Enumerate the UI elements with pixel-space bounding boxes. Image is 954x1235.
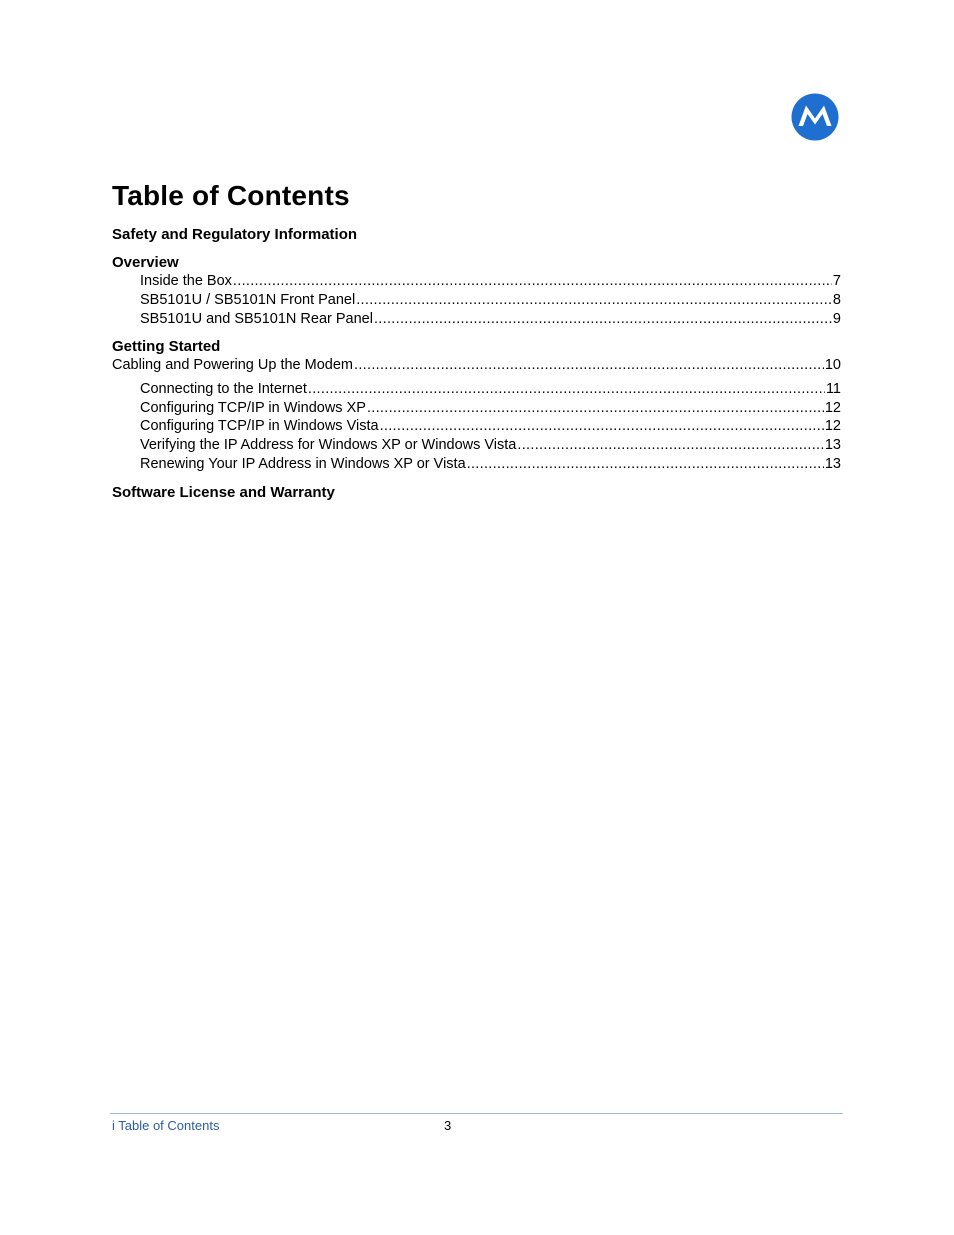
toc-entry[interactable]: [140, 455, 841, 474]
dot-leader: [467, 455, 824, 474]
toc-entry-page: 8: [832, 292, 841, 308]
toc-entry-page: 13: [824, 456, 841, 472]
toc-entry-label: Verifying the IP Address for Windows XP or Windows Vista: [140, 437, 517, 453]
dot-leader: [367, 399, 824, 418]
toc-entry[interactable]: [140, 380, 841, 399]
dot-leader: [517, 436, 823, 455]
toc-entry-label: SB5101U and SB5101N Rear Panel: [140, 311, 373, 327]
dot-leader: [374, 310, 832, 329]
toc-entry-label: Renewing Your IP Address in Windows XP or Vista: [140, 456, 466, 472]
page-number: 3: [444, 1118, 452, 1133]
toc-entry-page: 12: [824, 418, 841, 434]
toc-entry[interactable]: [140, 272, 841, 291]
toc-section-heading[interactable]: Software License and Warranty: [112, 484, 335, 501]
toc-entry[interactable]: [140, 417, 841, 436]
toc-entry-page: 9: [832, 311, 841, 327]
page-title: Table of Contents: [112, 180, 350, 211]
dot-leader: [380, 417, 824, 436]
toc-entry-page: 13: [824, 437, 841, 453]
toc-section-heading[interactable]: Overview: [112, 254, 179, 271]
dot-leader: [308, 380, 825, 399]
toc-entry-label: Connecting to the Internet: [140, 381, 307, 397]
toc-entry-label: Configuring TCP/IP in Windows Vista: [140, 418, 379, 434]
footer-section-label: i Table of Contents: [112, 1118, 220, 1133]
motorola-logo: [791, 93, 839, 141]
toc-section-heading[interactable]: Getting Started: [112, 338, 221, 355]
toc-entry-page: 11: [825, 381, 841, 397]
toc-entry[interactable]: [140, 399, 841, 418]
toc-section-heading[interactable]: Safety and Regulatory Information: [112, 226, 358, 243]
toc-entry-label: Inside the Box: [140, 273, 232, 289]
toc-entry[interactable]: [140, 436, 841, 455]
toc-entry[interactable]: [140, 310, 841, 329]
toc-entry-page: 7: [832, 273, 841, 289]
footer-divider: [110, 1113, 843, 1114]
dot-leader: [233, 272, 832, 291]
toc-entry-label: Cabling and Powering Up the Modem: [112, 357, 353, 373]
toc-entry[interactable]: [112, 356, 841, 375]
toc-entry-page: 10: [824, 357, 841, 373]
toc-entry-label: SB5101U / SB5101N Front Panel: [140, 292, 356, 308]
dot-leader: [356, 291, 832, 310]
toc-entry-page: 12: [824, 400, 841, 416]
toc-entry-label: Configuring TCP/IP in Windows XP: [140, 400, 366, 416]
dot-leader: [354, 356, 824, 375]
toc-entry[interactable]: [140, 291, 841, 310]
